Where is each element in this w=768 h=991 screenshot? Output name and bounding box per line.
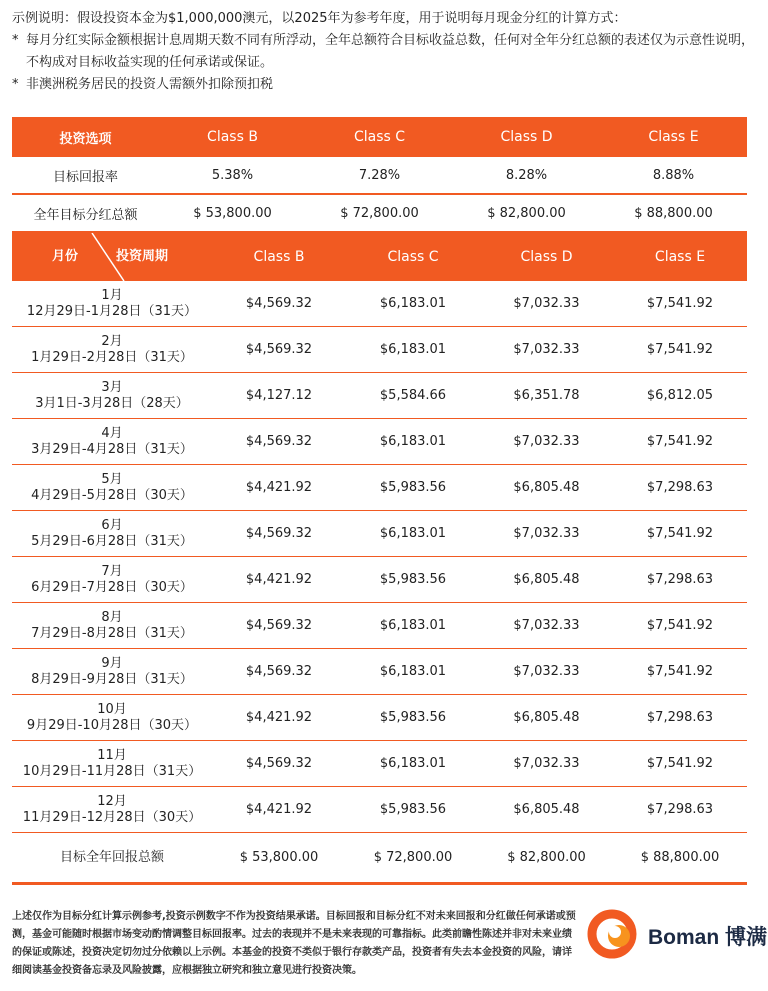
month-row: [12, 695, 747, 741]
cell-value: $6,805.48: [480, 465, 613, 511]
cell-value: 8.88%: [600, 157, 747, 194]
boman-logo: [586, 908, 768, 960]
cell-value: $4,421.92: [212, 557, 346, 603]
cell-value: $7,541.92: [613, 511, 747, 557]
cell-value: $7,298.63: [613, 787, 747, 833]
month-row: [12, 557, 747, 603]
month-period-cell: [12, 511, 212, 557]
period-label: 8月29日-9月28日（31天）: [31, 671, 193, 687]
summary-header-row: [12, 117, 747, 157]
cell-value: $4,569.32: [212, 649, 346, 695]
cell-value: $ 53,800.00: [159, 194, 306, 232]
month-label: 5月: [101, 471, 123, 487]
cell-value: $7,541.92: [613, 281, 747, 327]
period-label: 3月29日-4月28日（31天）: [31, 441, 193, 457]
row-label: 目标回报率: [12, 157, 159, 194]
cell-value: $4,569.32: [212, 603, 346, 649]
period-label: 10月29日-11月28日（31天）: [22, 763, 202, 779]
cell-value: $4,421.92: [212, 695, 346, 741]
cell-value: $4,569.32: [212, 419, 346, 465]
month-label: 7月: [101, 563, 123, 579]
row-label: 全年目标分红总额: [12, 194, 159, 232]
cell-value: $6,805.48: [480, 787, 613, 833]
cell-value: $6,183.01: [346, 419, 480, 465]
period-label: 5月29日-6月28日（31天）: [31, 533, 193, 549]
total-value: $ 88,800.00: [613, 833, 747, 884]
month-row: [12, 419, 747, 465]
header-month-period-cell: [12, 233, 212, 281]
header-period: 投资周期: [116, 249, 169, 264]
cell-value: $7,032.33: [480, 603, 613, 649]
period-label: 3月1日-3月28日（28天）: [35, 395, 189, 411]
month-label: 9月: [101, 655, 123, 671]
cell-value: $4,569.32: [212, 741, 346, 787]
intro-bullet: [12, 74, 760, 96]
summary-header-label: 投资选项: [12, 117, 159, 157]
month-period-cell: [12, 741, 212, 787]
cell-value: $4,569.32: [212, 281, 346, 327]
summary-header-class: Class C: [306, 117, 453, 157]
cell-value: $7,541.92: [613, 603, 747, 649]
summary-header-class: Class E: [600, 117, 747, 157]
month-label: 1月: [101, 287, 123, 303]
month-row: [12, 465, 747, 511]
month-period-cell: [12, 373, 212, 419]
period-label: 11月29日-12月28日（30天）: [22, 809, 202, 825]
cell-value: $7,032.33: [480, 419, 613, 465]
total-value: $ 53,800.00: [212, 833, 346, 884]
month-period-cell: [12, 557, 212, 603]
month-label: 2月: [101, 333, 123, 349]
cell-value: $7,298.63: [613, 695, 747, 741]
cell-value: $6,183.01: [346, 511, 480, 557]
total-value: $ 72,800.00: [346, 833, 480, 884]
cell-value: $5,983.56: [346, 787, 480, 833]
cell-value: $7,541.92: [613, 327, 747, 373]
cell-value: $7,032.33: [480, 511, 613, 557]
month-period-cell: [12, 787, 212, 833]
month-label: 6月: [101, 517, 123, 533]
total-value: $ 82,800.00: [480, 833, 613, 884]
summary-row-annual-total: [12, 194, 747, 232]
month-row: [12, 281, 747, 327]
cell-value: $6,183.01: [346, 327, 480, 373]
bullet-text: 每月分红实际金额根据计息周期天数不同有所浮动，全年总额符合目标收益总数，任何对全年分红总额的表述仅为示意性说明，不构成对目标收益实现的任何承诺或保证。: [26, 33, 755, 70]
cell-value: $4,569.32: [212, 511, 346, 557]
logo-text: Boman 博满: [648, 926, 768, 949]
month-row: [12, 327, 747, 373]
month-row: [12, 603, 747, 649]
month-label: 12月: [97, 793, 127, 809]
month-row: [12, 511, 747, 557]
cell-value: $6,183.01: [346, 649, 480, 695]
cell-value: $4,421.92: [212, 465, 346, 511]
cell-value: $6,812.05: [613, 373, 747, 419]
cell-value: $7,298.63: [613, 557, 747, 603]
cell-value: $6,805.48: [480, 557, 613, 603]
summary-header-class: Class D: [453, 117, 600, 157]
month-period-cell: [12, 281, 212, 327]
period-label: 4月29日-5月28日（30天）: [31, 487, 193, 503]
bullet-mark: *: [12, 77, 19, 92]
boman-logo-icon: [586, 908, 646, 960]
monthly-table: [12, 233, 747, 885]
bullet-text: 非澳洲税务居民的投资人需额外扣除预扣税: [26, 77, 274, 92]
month-period-cell: [12, 419, 212, 465]
cell-value: $7,032.33: [480, 649, 613, 695]
cell-value: 7.28%: [306, 157, 453, 194]
cell-value: $ 88,800.00: [600, 194, 747, 232]
cell-value: 8.28%: [453, 157, 600, 194]
cell-value: $4,569.32: [212, 327, 346, 373]
cell-value: $ 72,800.00: [306, 194, 453, 232]
month-period-cell: [12, 695, 212, 741]
month-period-cell: [12, 327, 212, 373]
cell-value: $5,983.56: [346, 695, 480, 741]
summary-header-class: Class B: [159, 117, 306, 157]
monthly-header-row: [12, 233, 747, 281]
month-label: 4月: [101, 425, 123, 441]
disclaimer: 上述仅作为目标分红计算示例参考,投资示例数字不作为投资结果承诺。目标回报和目标分红不对未来回报和分红做任何承诺或预测，基金可能随时根据市场变动酌情调整目标回报率。过去的表现并不是未来表现的可靠指标。此类前瞻性陈述并非对未来业绩的保证或陈述，投资决定切勿过分依赖以上示例。本基金的投资不类似于银行存款类产品，投资者有失去本金投资的风险，请详细阅读基金投资备忘录及风险披露，应根据独立研究和独立意见进行投资决策。: [12, 911, 576, 976]
cell-value: $6,183.01: [346, 741, 480, 787]
monthly-header-class: Class C: [346, 233, 480, 281]
period-label: 6月29日-7月28日（30天）: [31, 579, 193, 595]
cell-value: 5.38%: [159, 157, 306, 194]
summary-row-target-rate: [12, 157, 747, 194]
cell-value: $7,541.92: [613, 649, 747, 695]
cell-value: $6,183.01: [346, 281, 480, 327]
intro-bullet: [12, 30, 760, 74]
cell-value: $7,032.33: [480, 281, 613, 327]
cell-value: $7,541.92: [613, 741, 747, 787]
period-label: 9月29日-10月28日（30天）: [26, 717, 198, 733]
monthly-header-class: Class B: [212, 233, 346, 281]
period-label: 12月29日-1月28日（31天）: [26, 303, 198, 319]
month-period-cell: [12, 603, 212, 649]
cell-value: $7,032.33: [480, 327, 613, 373]
cell-value: $5,983.56: [346, 557, 480, 603]
total-row: [12, 833, 747, 884]
monthly-header-class: Class D: [480, 233, 613, 281]
month-row: [12, 741, 747, 787]
cell-value: $4,127.12: [212, 373, 346, 419]
monthly-header-class: Class E: [613, 233, 747, 281]
diagonal-divider: [12, 233, 212, 281]
total-label: 目标全年回报总额: [12, 833, 212, 884]
month-label: 11月: [97, 747, 127, 763]
cell-value: $6,183.01: [346, 603, 480, 649]
intro-section: [12, 8, 760, 96]
month-row: [12, 649, 747, 695]
cell-value: $5,584.66: [346, 373, 480, 419]
period-label: 1月29日-2月28日（31天）: [31, 349, 193, 365]
cell-value: $7,541.92: [613, 419, 747, 465]
month-row: [12, 373, 747, 419]
cell-value: $7,298.63: [613, 465, 747, 511]
summary-table: [12, 117, 747, 233]
cell-value: $5,983.56: [346, 465, 480, 511]
bullet-mark: *: [12, 33, 19, 48]
month-label: 8月: [101, 609, 123, 625]
cell-value: $6,805.48: [480, 695, 613, 741]
intro-title: 示例说明：假设投资本金为$1,000,000澳元，以2025年为参考年度，用于说明每月现金分红的计算方式：: [12, 11, 627, 26]
month-label: 3月: [101, 379, 123, 395]
cell-value: $4,421.92: [212, 787, 346, 833]
month-label: 10月: [97, 701, 127, 717]
cell-value: $ 82,800.00: [453, 194, 600, 232]
cell-value: $6,351.78: [480, 373, 613, 419]
header-month: 月份: [52, 249, 79, 264]
month-period-cell: [12, 465, 212, 511]
month-row: [12, 787, 747, 833]
period-label: 7月29日-8月28日（31天）: [31, 625, 193, 641]
month-period-cell: [12, 649, 212, 695]
cell-value: $7,032.33: [480, 741, 613, 787]
